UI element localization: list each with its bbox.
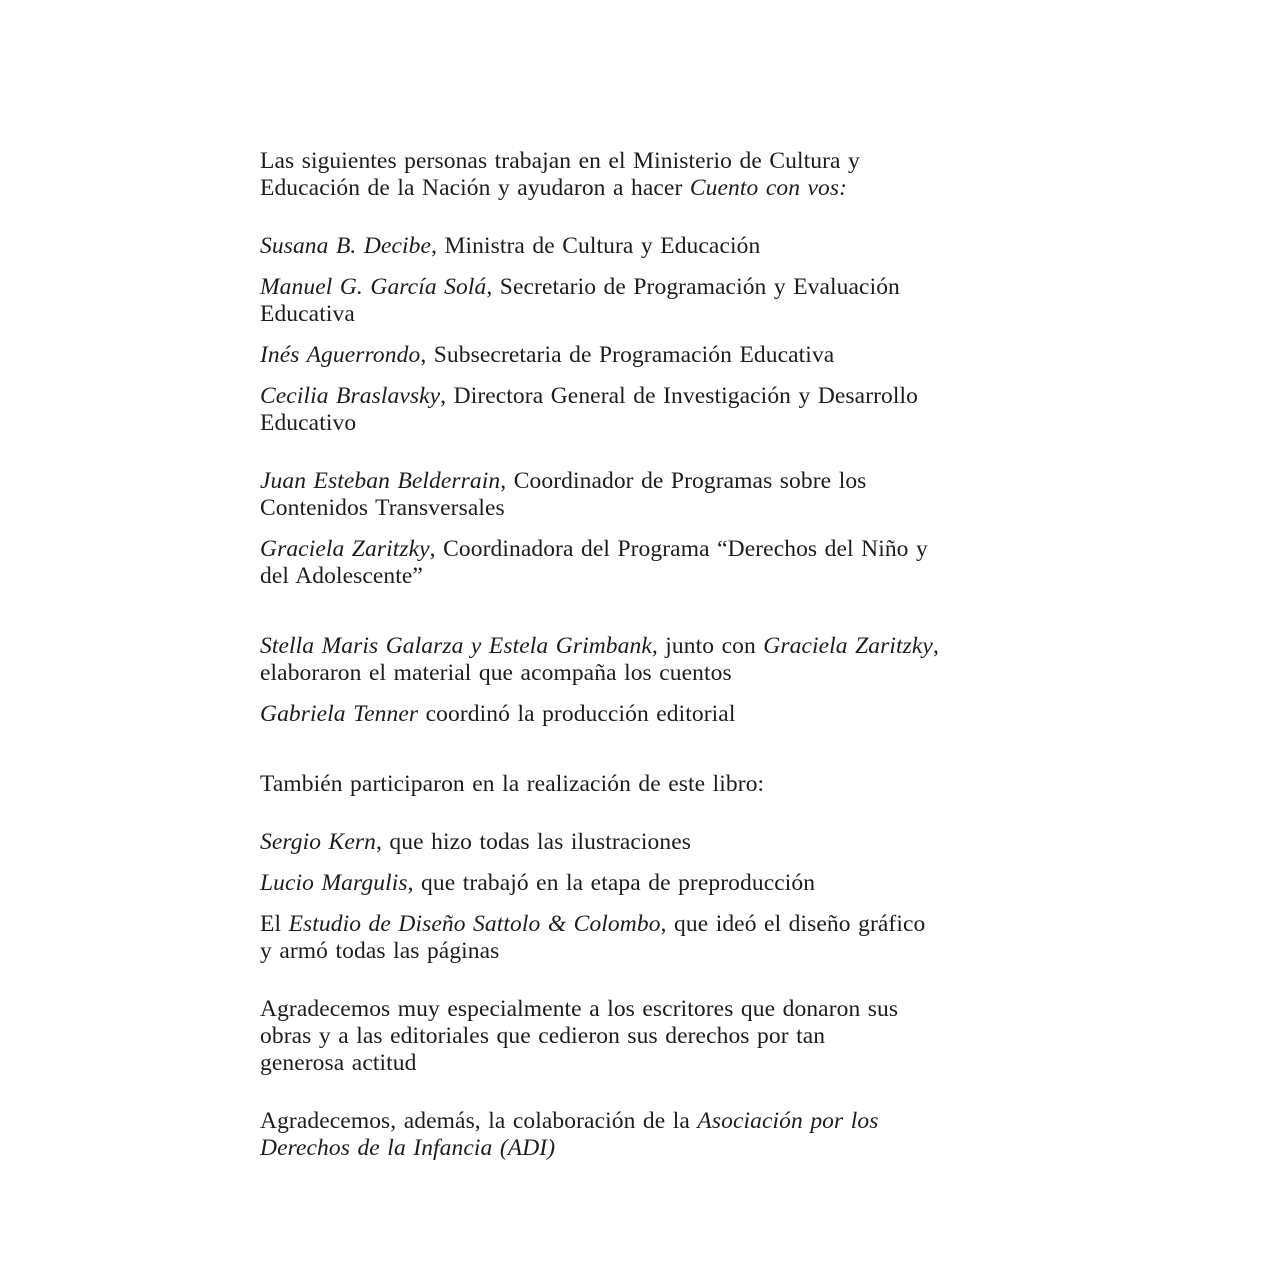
italic-text-segment: Sergio Kern xyxy=(260,829,376,855)
text-line xyxy=(260,996,1030,1023)
paragraph xyxy=(260,342,1030,369)
text-segment: , que ideó el diseño gráfico xyxy=(660,911,926,937)
text-line xyxy=(260,938,1030,965)
paragraph xyxy=(260,383,1030,437)
italic-text-segment: Gabriela Tenner xyxy=(260,701,419,727)
paragraph xyxy=(260,911,1030,965)
italic-text-segment: Estudio de Diseño Sattolo & Colombo xyxy=(288,911,661,937)
text-segment: obras y a las editoriales que cedieron sus derechos por tan xyxy=(260,1023,826,1049)
paragraph xyxy=(260,870,1030,897)
text-segment: , Coordinador de Programas sobre los xyxy=(500,468,867,494)
italic-text-segment: Juan Esteban Belderrain xyxy=(260,468,501,494)
text-line xyxy=(260,410,1030,437)
text-segment: Educativo xyxy=(260,410,357,436)
text-segment: Las siguientes personas trabajan en el Ministerio de Cultura y xyxy=(260,148,860,174)
text-line xyxy=(260,660,1030,687)
text-line xyxy=(260,1108,1030,1135)
text-line xyxy=(260,633,1030,660)
text-line xyxy=(260,233,1030,260)
italic-text-segment: Susana B. Decibe xyxy=(260,233,432,259)
paragraph xyxy=(260,633,1030,687)
text-segment: , que hizo todas las ilustraciones xyxy=(375,829,691,855)
paragraph xyxy=(260,233,1030,260)
paragraph xyxy=(260,1108,1030,1162)
text-line xyxy=(260,148,1030,175)
text-segment: y armó todas las páginas xyxy=(260,938,500,964)
text-line xyxy=(260,1050,1030,1077)
text-segment: , Coordinadora del Programa “Derechos del Niño y xyxy=(429,536,928,562)
text-segment: Agradecemos, además, la colaboración de la xyxy=(260,1108,698,1134)
paragraph xyxy=(260,148,1030,202)
paragraph xyxy=(260,996,1030,1077)
text-segment: del Adolescente” xyxy=(260,563,423,589)
text-segment: elaboraron el material que acompaña los cuentos xyxy=(260,660,732,686)
text-line xyxy=(260,175,1030,202)
italic-text-segment: Lucio Margulis xyxy=(260,870,408,896)
text-segment: generosa actitud xyxy=(260,1050,417,1076)
text-segment: Educativa xyxy=(260,301,355,327)
text-line xyxy=(260,536,1030,563)
text-segment: El xyxy=(260,911,289,937)
text-segment: , Secretario de Programación y Evaluación xyxy=(486,274,900,300)
italic-text-segment: Graciela Zaritzky xyxy=(763,633,933,659)
text-line xyxy=(260,274,1030,301)
paragraph xyxy=(260,536,1030,590)
text-line xyxy=(260,701,1030,728)
text-line xyxy=(260,829,1030,856)
text-segment: , Subsecretaria de Programación Educativa xyxy=(420,342,835,368)
text-line xyxy=(260,870,1030,897)
text-segment: , Ministra de Cultura y Educación xyxy=(431,233,761,259)
paragraph xyxy=(260,701,1030,728)
text-line xyxy=(260,495,1030,522)
text-line xyxy=(260,771,1030,798)
text-segment: También participaron en la realización de este libro: xyxy=(260,771,765,797)
italic-text-segment: Inés Aguerrondo xyxy=(260,342,421,368)
text-line xyxy=(260,911,1030,938)
text-line xyxy=(260,342,1030,369)
text-segment: coordinó la producción editorial xyxy=(418,701,736,727)
text-segment: Contenidos Transversales xyxy=(260,495,505,521)
text-line xyxy=(260,468,1030,495)
paragraph xyxy=(260,829,1030,856)
text-segment: , que trabajó en la etapa de preproducción xyxy=(407,870,816,896)
text-line xyxy=(260,383,1030,410)
text-line xyxy=(260,1023,1030,1050)
italic-text-segment: Manuel G. García Solá xyxy=(260,274,487,300)
text-block xyxy=(260,148,1030,1162)
text-segment: Agradecemos muy especialmente a los escritores que donaron sus xyxy=(260,996,899,1022)
italic-text-segment: Stella Maris Galarza y Estela Grimbank xyxy=(260,633,652,659)
text-line xyxy=(260,301,1030,328)
italic-text-segment: Asociación por los xyxy=(697,1108,879,1134)
paragraph xyxy=(260,468,1030,522)
text-line xyxy=(260,563,1030,590)
text-segment: , junto con xyxy=(651,633,764,659)
text-segment: , xyxy=(932,633,939,659)
italic-text-segment: Cecilia Braslavsky xyxy=(260,383,441,409)
italic-text-segment: Derechos de la Infancia (ADI) xyxy=(260,1135,556,1161)
italic-text-segment: Cuento con vos: xyxy=(689,175,848,201)
italic-text-segment: Graciela Zaritzky xyxy=(260,536,430,562)
text-segment: , Directora General de Investigación y Desarrollo xyxy=(440,383,919,409)
paragraph xyxy=(260,771,1030,798)
text-line xyxy=(260,1135,1030,1162)
text-segment: Educación de la Nación y ayudaron a hacer xyxy=(260,175,690,201)
paragraph xyxy=(260,274,1030,328)
